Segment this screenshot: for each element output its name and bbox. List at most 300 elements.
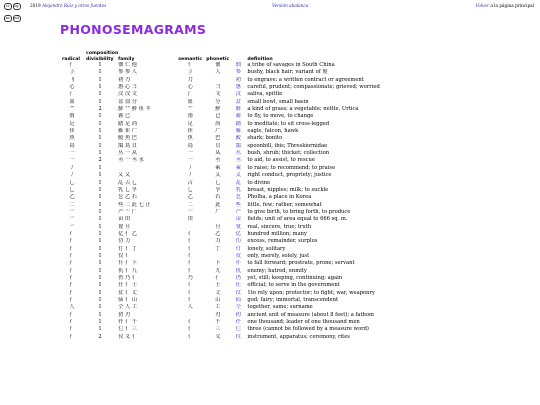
character-link[interactable]: 乘 — [235, 164, 241, 171]
table-row — [60, 77, 530, 84]
family-cell: 乭 乙 石 — [118, 194, 137, 201]
phonetic-cell: 从 — [215, 150, 221, 157]
table-row — [60, 268, 530, 275]
table-row — [60, 62, 530, 69]
definition-cell: instrument, apparatus; ceremony, rites — [247, 333, 350, 340]
definition-cell: one thousand; leader of one thousand men — [247, 319, 360, 326]
table-row — [60, 128, 530, 135]
divisibility-cell: 1 — [98, 245, 102, 252]
semantic-cell: 亻 — [187, 252, 193, 259]
radical-cell: 皿 — [69, 98, 75, 105]
definition-cell: lonely, solitary — [247, 245, 286, 252]
table-row — [60, 202, 530, 209]
divisibility-cell: 1 — [98, 142, 102, 149]
family-cell: 汶 汉 文 — [118, 91, 137, 98]
table-row — [60, 253, 530, 260]
semantic-cell: 亠 — [187, 208, 193, 215]
divisibility-cell: 1 — [98, 230, 102, 237]
definition-cell: together, same; surname — [247, 304, 313, 311]
phonetic-cell: 工 — [215, 304, 221, 311]
semantic-cell: 亻 — [187, 297, 193, 303]
character-link[interactable]: 乂 — [235, 172, 241, 179]
definition-cell: real, sincere, true; truth — [247, 223, 312, 230]
table-row — [60, 135, 530, 142]
phonetic-cell — [204, 253, 231, 260]
semantic-cell: 刀 — [187, 76, 193, 83]
semantic-cell: 一 — [187, 157, 193, 164]
character-link[interactable]: 初 — [235, 76, 241, 83]
phonetic-cell: 山 — [215, 297, 221, 303]
definition-cell: right conduct, propriety; justice — [247, 172, 332, 179]
phonetic-cell: 分 — [215, 98, 221, 105]
character-link[interactable]: 汶 — [235, 91, 241, 98]
semantic-cell: 亻 — [187, 326, 193, 333]
divisibility-cell: 1 — [98, 120, 102, 127]
semantic-cell: 隹 — [187, 128, 193, 135]
divisibility-cell: 1 — [98, 186, 102, 193]
definition-cell: three (cannot be followed by a measure word) — [247, 326, 369, 333]
phonetic-cell: 巴 — [215, 135, 221, 142]
family-cell: 些 二 此 七 止 — [118, 201, 151, 208]
semantic-cell: 亻 — [187, 230, 193, 237]
divisibility-cell: 1 — [98, 311, 102, 318]
radical-cell: 亠 — [69, 216, 75, 223]
radical-cell: 亻 — [69, 311, 75, 318]
back-nav — [476, 0, 534, 12]
header-composition: composition — [86, 51, 119, 56]
header-phonetic: phonetic — [206, 56, 230, 62]
family-cell: 丛 一 从 — [118, 150, 137, 157]
character-link[interactable]: 仟 — [235, 319, 241, 326]
semantic-cell: 亻 — [187, 282, 193, 289]
radical-cell: 鳥 — [69, 142, 75, 149]
definition-cell: to meditate; to sit cross-legged — [247, 120, 330, 127]
phonetic-cell: 彐 — [215, 84, 221, 91]
family-cell: 亩 田 — [118, 216, 131, 223]
divisibility-cell: 1 — [98, 150, 102, 157]
definition-cell: to aid, to assist, to rescue — [247, 157, 315, 164]
character-link[interactable]: 盆 — [235, 98, 241, 105]
divisibility-cell: 1 — [98, 267, 102, 274]
semantic-cell: 氵 — [187, 91, 193, 98]
radical-cell: 亻 — [69, 260, 75, 267]
semantic-cell: 乙 — [187, 194, 193, 201]
definition-cell: Pholha, a place in Korea — [247, 194, 312, 201]
radical-cell: 亻 — [69, 230, 75, 237]
character-link[interactable]: 仗 — [235, 289, 241, 296]
semantic-cell: 乚 — [187, 186, 193, 193]
definition-cell: to engrave; a written contract or agreement — [247, 76, 364, 83]
family-cell: 仗 亻 丈 — [118, 289, 137, 296]
semantic-cell: 一 — [187, 150, 193, 157]
table-row — [60, 157, 530, 164]
definition-cell: a kind of grass; a vegetable; nettle, Urtica — [247, 106, 359, 113]
character-link[interactable]: 仂 — [235, 238, 241, 245]
semantic-cell: 亻 — [187, 267, 193, 274]
definition-cell: bush, shrub; thicket; collection — [247, 150, 330, 157]
family-cell: 仞 刃 — [118, 311, 131, 318]
character-link[interactable]: 惠 — [235, 84, 241, 91]
divisibility-cell: 1 — [98, 208, 102, 215]
character-link[interactable]: 丞 — [235, 157, 241, 164]
family-cell: 仪 义 亻 — [118, 333, 137, 340]
divisibility-cell: 1 — [98, 135, 102, 142]
semantic-cell: 心 — [187, 84, 193, 91]
phonetic-cell: 丁 — [215, 245, 221, 252]
table-body — [60, 62, 530, 341]
by-icon: by — [14, 4, 19, 8]
radical-cell: 亻 — [69, 289, 75, 296]
divisibility-cell: 1 — [98, 84, 102, 91]
semantic-cell: 亻 — [187, 245, 193, 252]
divisibility-cell: 1 — [98, 326, 102, 333]
family-cell: 盆 皿 分 — [118, 98, 137, 105]
divisibility-cell: 1 — [98, 194, 102, 201]
semantic-cell: 丿 — [187, 164, 193, 171]
radical-cell: 亻 — [69, 267, 75, 274]
character-link[interactable]: 仞 — [235, 311, 241, 318]
definition-cell: spoonbill, ibis; Threskiornidae — [247, 142, 328, 149]
table-row — [60, 304, 530, 311]
divisibility-cell: 1 — [98, 223, 102, 230]
character-link[interactable]: 仕 — [235, 282, 241, 289]
character-link[interactable]: 仨 — [235, 326, 241, 333]
table-row — [60, 275, 530, 282]
character-link[interactable]: 仍 — [235, 274, 241, 281]
definition-cell: to fall forward; prostrate, prone; servant — [247, 260, 355, 267]
phonetic-cell — [204, 216, 231, 223]
table-row — [60, 172, 530, 179]
character-link[interactable]: 亿 — [235, 230, 241, 237]
family-cell: 仇 亻 九 — [118, 267, 137, 274]
family-cell: 亿 亻 乙 — [118, 230, 137, 237]
radical-cell: 乙 — [69, 194, 75, 201]
radical-cell: 亻 — [69, 333, 75, 340]
semantic-cell: 魚 — [187, 135, 193, 142]
definition-cell: breast, nipples; milk; to suckle — [247, 186, 329, 193]
radical-cell: 丿 — [69, 172, 75, 179]
divisibility-cell: 1 — [98, 179, 102, 186]
cc-license-badge[interactable] — [4, 3, 28, 20]
phonetic-cell: 旦 — [215, 223, 221, 230]
character-link[interactable]: 霧 — [235, 113, 241, 120]
phonetic-cell: 九 — [215, 267, 221, 274]
semantic-cell: 足 — [187, 120, 193, 127]
family-cell: 霧 已 — [118, 113, 131, 120]
phonetic-cell — [204, 77, 231, 84]
semantic-cell: 亻 — [187, 319, 193, 326]
table-row — [60, 209, 530, 216]
back-link[interactable]: Volver — [475, 3, 490, 8]
semantic-cell: 艹 — [187, 106, 193, 113]
copyright-text — [30, 0, 106, 12]
semantic-cell: 乃 — [187, 274, 193, 281]
divisibility-cell: 1 — [98, 289, 102, 296]
table-row — [60, 91, 530, 98]
semantic-cell: 亻 — [187, 62, 193, 68]
family-cell: 乂 乂 — [118, 172, 131, 179]
character-link[interactable]: 产 — [235, 208, 241, 215]
definition-cell: 1to rely upon; protector; to fight; war, weaponry — [247, 289, 375, 296]
table-row — [60, 106, 530, 113]
table-row — [60, 231, 530, 238]
character-link[interactable]: 鮫 — [235, 135, 241, 142]
divisibility-cell: 1 — [98, 98, 102, 105]
phonetic-cell: 丞 — [215, 157, 221, 164]
radical-cell: 艹 — [69, 106, 75, 113]
radical-cell: 亻 — [69, 252, 75, 259]
family-cell: 蘚 艹 鮮 鱼 羊 — [118, 106, 151, 113]
character-link[interactable]: 些 — [235, 201, 241, 208]
table-row — [60, 194, 530, 201]
family-cell: 仍 乃 亻 — [118, 274, 137, 281]
family-cell: 参 参 人 — [118, 69, 137, 76]
family-cell: 乩 占 乚 — [118, 179, 137, 186]
table-row — [60, 143, 530, 150]
semantic-cell: 鳥 — [187, 142, 193, 149]
definition-cell: a tribe of savages in South China — [247, 62, 335, 68]
divisibility-cell: 2 — [98, 157, 102, 164]
phonetic-cell: 丈 — [215, 289, 221, 296]
definition-cell: yet, still; keeping, continuing; again — [247, 274, 343, 281]
family-cell: 仟 亻 千 — [118, 319, 137, 326]
semantic-cell: 占 — [187, 179, 193, 186]
radical-cell: 足 — [69, 120, 75, 127]
divisibility-cell: 1 — [98, 238, 102, 245]
definition-cell: to raise; to recommend; to praise — [247, 164, 336, 171]
semantic-cell: 二 — [187, 201, 193, 208]
character-link[interactable]: 蘚 — [235, 106, 241, 113]
radical-cell: 亠 — [69, 223, 75, 230]
semantic-cell: 雨 — [187, 113, 193, 120]
character-link[interactable]: 仇 — [235, 267, 241, 274]
family-cell: 鵠 鳥 貝 — [118, 142, 137, 149]
phonetic-cell: 乙 — [215, 230, 221, 237]
phonetic-cell: 佃 — [215, 62, 221, 68]
character-link[interactable]: 仪 — [235, 333, 241, 340]
semantic-cell: 亻 — [187, 238, 193, 245]
phonetic-cell: 亻 — [215, 274, 221, 281]
definition-cell: official; to serve in the government — [247, 282, 340, 289]
divisibility-cell: 1 — [98, 274, 102, 281]
radical-cell: 一 — [69, 150, 75, 157]
table-row — [60, 312, 530, 319]
character-link[interactable]: 亶 — [235, 223, 241, 230]
family-cell: 惠 心 彐 — [118, 84, 137, 91]
divisibility-cell: 1 — [98, 76, 102, 83]
phonetic-cell: 厂 — [215, 208, 221, 215]
phonetic-cell: 孚 — [215, 186, 221, 193]
divisibility-cell: 1 — [98, 62, 102, 68]
table-row — [60, 246, 530, 253]
family-cell: 仝 人 工 — [118, 304, 137, 311]
semantic-cell: 亻 — [187, 333, 193, 340]
radical-cell: 亻 — [69, 245, 75, 252]
radical-cell: 亻 — [69, 297, 75, 303]
definition-cell: careful, prudent; compassionate; grieved; worried — [247, 84, 380, 91]
radical-cell: 一 — [69, 157, 75, 164]
family-cell: 踏 足 尚 — [118, 120, 137, 127]
table-row — [60, 326, 530, 333]
divisibility-cell: 1 — [98, 201, 102, 208]
radical-cell: 丿 — [69, 164, 75, 171]
divisibility-cell: 1 — [98, 252, 102, 259]
radical-cell: 魚 — [69, 135, 75, 142]
copyright-year: 2019 — [30, 3, 41, 8]
character-link[interactable]: 仆 — [235, 260, 241, 267]
header-family: family — [118, 56, 135, 62]
radical-cell: 雨 — [69, 113, 75, 120]
phonetic-cell: 尚 — [215, 120, 221, 127]
semantic-cell — [176, 312, 204, 319]
header-divisibility: divisibility — [86, 56, 114, 62]
phonetic-cell: 石 — [215, 194, 221, 201]
table-row — [60, 99, 530, 106]
character-link[interactable]: 仃 — [235, 245, 241, 252]
top-bar — [0, 0, 540, 20]
family-cell: 丞 一 丞 水 — [118, 157, 144, 164]
semantic-cell: 皿 — [187, 98, 193, 105]
header-definition: definition — [247, 56, 273, 62]
table-row — [60, 260, 530, 267]
phonetic-cell: 已 — [215, 113, 221, 120]
phonetic-cell: 士 — [215, 282, 221, 289]
nd-icon: nd — [14, 16, 19, 20]
semantic-cell: 丿 — [187, 172, 193, 179]
table-row — [60, 180, 530, 187]
semantic-cell: 亻 — [187, 289, 193, 296]
divisibility-cell: 2 — [98, 106, 102, 113]
divisibility-cell: 1 — [98, 164, 102, 171]
definition-cell: hundred million; many — [247, 230, 307, 237]
family-cell: 仅 亻 — [118, 252, 131, 259]
family-cell: 乳 乚 孚 — [118, 186, 137, 193]
table-row — [60, 84, 530, 91]
family-cell: 仃 亻 丁 — [118, 245, 137, 252]
definition-cell: to divine — [247, 179, 271, 186]
character-link[interactable]: 佃 — [235, 62, 241, 68]
phonetic-cell: 乘 — [215, 164, 221, 171]
semantic-cell: 亻 — [187, 260, 193, 267]
phonetic-cell: 文 — [215, 91, 221, 98]
character-link[interactable]: 亩 — [235, 216, 241, 223]
character-link[interactable]: 丛 — [235, 150, 241, 157]
family-cell: 仙 亻 山 — [118, 297, 137, 303]
definition-cell: to fly, to move, to change — [247, 113, 314, 120]
character-link[interactable]: 乩 — [235, 179, 241, 186]
phonetic-cell: 义 — [215, 333, 221, 340]
family-cell: 鮫 魚 巴 — [118, 135, 137, 142]
divisibility-cell: 1 — [98, 216, 102, 223]
divisibility-cell: 1 — [98, 128, 102, 135]
family-cell: 仕 亻 士 — [118, 282, 137, 289]
phonosemagram-table — [60, 51, 530, 341]
table-row — [60, 282, 530, 289]
family-cell: 仂 力 — [118, 238, 131, 245]
definition-cell: saliva, spittle — [247, 91, 283, 98]
family-cell: 产 亠 厂 — [118, 208, 137, 215]
character-link[interactable]: 乭 — [235, 194, 241, 201]
table-row — [60, 297, 530, 304]
radical-cell: 彡 — [69, 69, 75, 76]
table-row — [60, 121, 530, 128]
divisibility-cell: 1 — [98, 69, 102, 76]
table-row — [60, 187, 530, 194]
radical-cell: 氵 — [69, 91, 75, 98]
radical-cell: 刂 — [69, 76, 75, 83]
radical-cell: 亻 — [69, 282, 75, 289]
semantic-cell — [176, 224, 204, 231]
divisibility-cell: 1 — [98, 319, 102, 326]
table-row — [60, 113, 530, 120]
definition-cell: god; fairy; immortal, transcendent — [247, 297, 339, 303]
version-link[interactable]: Versión abalanca — [272, 3, 309, 8]
table-row — [60, 334, 530, 341]
character-link[interactable]: 乳 — [235, 186, 241, 193]
phonetic-cell: 乚 — [215, 179, 221, 186]
table-row — [60, 319, 530, 326]
family-cell: 佃 仁 他 — [118, 62, 137, 68]
character-link[interactable]: 雁 — [235, 128, 241, 135]
radical-cell: 亻 — [69, 62, 75, 68]
character-link[interactable]: 仝 — [235, 304, 241, 311]
phonetic-cell: 力 — [215, 238, 221, 245]
character-link[interactable]: 鵠 — [235, 142, 241, 149]
radical-cell: 亠 — [69, 208, 75, 215]
family-cell — [116, 165, 176, 172]
author-link[interactable]: Alejandro Ruiz y otros fuentes — [42, 3, 107, 8]
character-link[interactable]: 仙 — [235, 297, 241, 303]
character-link[interactable]: 踏 — [235, 120, 241, 127]
table-row — [60, 216, 530, 223]
definition-cell: to give birth, to bring forth, to produce — [247, 208, 351, 215]
phonetic-cell: 貝 — [215, 142, 221, 149]
divisibility-cell: 1 — [98, 260, 102, 267]
semantic-cell: 人 — [187, 304, 193, 311]
divisibility-cell: 1 — [98, 304, 102, 311]
family-cell: 亶 旦 — [118, 223, 131, 230]
divisibility-cell: 2 — [98, 333, 102, 340]
radical-cell: 人 — [69, 304, 75, 311]
phonetic-cell: 人 — [215, 69, 221, 76]
family-cell: 仆 亻 卜 — [118, 260, 137, 267]
divisibility-cell: 1 — [98, 91, 102, 98]
phonetic-cell: 刃 — [215, 311, 221, 318]
character-link[interactable]: 参 — [235, 69, 241, 76]
radical-cell: 乚 — [69, 179, 75, 186]
family-cell: 初 刀 — [118, 76, 131, 83]
radical-cell: 心 — [69, 84, 75, 91]
phonetic-cell: 乂 — [215, 172, 221, 179]
phonetic-cell: 此 — [215, 201, 221, 208]
definition-cell: shark; bonito — [247, 135, 283, 142]
table-row — [60, 150, 530, 157]
definition-cell: eagle, falcon, hawk — [247, 128, 299, 135]
header-radical-label: radical — [62, 56, 80, 62]
definition-cell: little, few; rather, somewhat — [247, 201, 322, 208]
page-title: PHONOSEMAGRAMS — [60, 22, 207, 37]
phonetic-cell: 卜 — [215, 260, 221, 267]
definition-cell: excess, remainder, surplus — [247, 238, 318, 245]
divisibility-cell: 1 — [98, 297, 102, 303]
table-row — [60, 69, 530, 76]
divisibility-cell: 1 — [98, 113, 102, 120]
table-row — [60, 165, 530, 172]
character-link[interactable]: 仅 — [235, 252, 241, 259]
divisibility-cell: 1 — [98, 282, 102, 289]
definition-cell: ancient unit of measure (about 8 feet); a fathom — [247, 311, 374, 318]
radical-cell: 亻 — [69, 326, 75, 333]
